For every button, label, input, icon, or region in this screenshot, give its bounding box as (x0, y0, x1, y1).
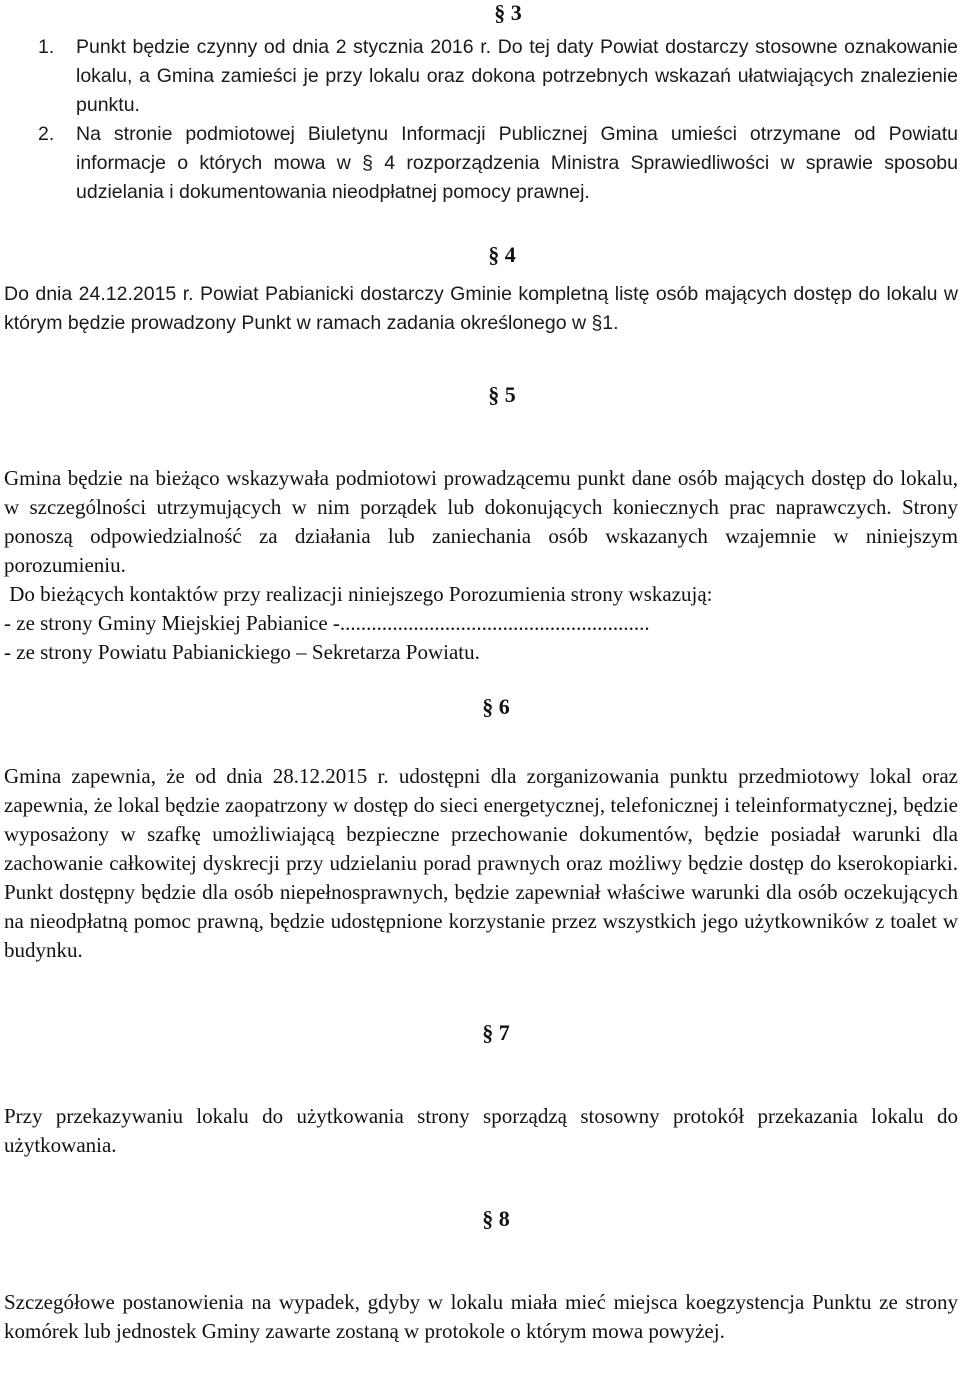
section-heading-4: § 4 (488, 242, 516, 267)
section-4-paragraph: Do dnia 24.12.2015 r. Powiat Pabianicki dostarczy Gminie kompletną listę osób mających dostęp do lokalu w którym będzie prowadzony Punkt w ramach zadania określonego w §1. (4, 283, 958, 334)
list-item-number: 2. (38, 123, 55, 145)
list-item-text: Punkt będzie czynny od dnia 2 stycznia 2016 r. Do tej daty Powiat dostarczy stosowne oznakowanie lokalu, a Gmina zamieści je przy lokalu oraz dokona potrzebnych wskazań ułatwiających znalezienie punktu. (76, 36, 958, 116)
section-heading-3: § 3 (494, 0, 522, 25)
list-item (0, 33, 958, 120)
contact-gmina: - ze strony Gminy Miejskiej Pabianice -........................................................... (4, 611, 650, 635)
section-7-paragraph: Przy przekazywaniu lokalu do użytkowania strony sporządzą stosowny protokół przekazania lokalu do użytkowania. (4, 1104, 958, 1157)
numbered-list (0, 33, 958, 207)
section-8-paragraph: Szczegółowe postanowienia na wypadek, gdyby w lokalu miała mieć miejsca koegzystencja Punktu ze strony komórek lub jednostek Gminy zawarte zostaną w protokole o którym mowa powyżej. (4, 1290, 958, 1343)
section-6-paragraph: Gmina zapewnia, że od dnia 28.12.2015 r. udostępni dla zorganizowania punktu przedmiotowy lokal oraz zapewnia, że lokal będzie zaopatrzony w dostęp do sieci energetycznej, telefonicznej i teleinformatycznej, będzie wyposażony w szafkę umożliwiającą bezpieczne przechowanie dokumentów, będzie posiadał warunki dla zachowanie całkowitej dyskrecji przy udzielaniu porad prawnych oraz możliwy będzie dostęp do kserokopiarki. Punkt dostępny będzie dla osób niepełnosprawnych, będzie zapewniał właściwe warunki dla osób oczekujących na nieodpłatną pomoc prawną, będzie udostępnione korzystanie przez wszystkich jego użytkowników z toalet w budynku. (4, 764, 958, 962)
section-heading-7: § 7 (482, 1020, 510, 1045)
contact-powiat: - ze strony Powiatu Pabianickiego – Sekretarza Powiatu. (4, 640, 480, 664)
contacts-intro: Do bieżących kontaktów przy realizacji niniejszego Porozumienia strony wskazują: (4, 582, 713, 606)
section-heading-6: § 6 (482, 694, 510, 719)
section-5-body (4, 464, 958, 667)
section-heading-8: § 8 (482, 1206, 510, 1231)
list-item-number: 1. (38, 36, 55, 58)
section-5-paragraph: Gmina będzie na bieżąco wskazywała podmiotowi prowadzącemu punkt dane osób mających dostęp do lokalu, w szczególności utrzymujących w nim porządek lub dokonujących koniecznych prac naprawczych. Strony ponoszą odpowiedzialność za działania lub zaniechania osób wskazanych wzajemnie w niniejszym porozumieniu. (4, 466, 958, 577)
list-item-text: Na stronie podmiotowej Biuletynu Informacji Publicznej Gmina umieści otrzymane od Powiatu informacje o których mowa w § 4 rozporządzenia Ministra Sprawiedliwości w sprawie sposobu udzielania i dokumentowania nieodpłatnej pomocy prawnej. (76, 123, 958, 203)
section-heading-5: § 5 (488, 382, 516, 407)
list-item (0, 120, 958, 207)
